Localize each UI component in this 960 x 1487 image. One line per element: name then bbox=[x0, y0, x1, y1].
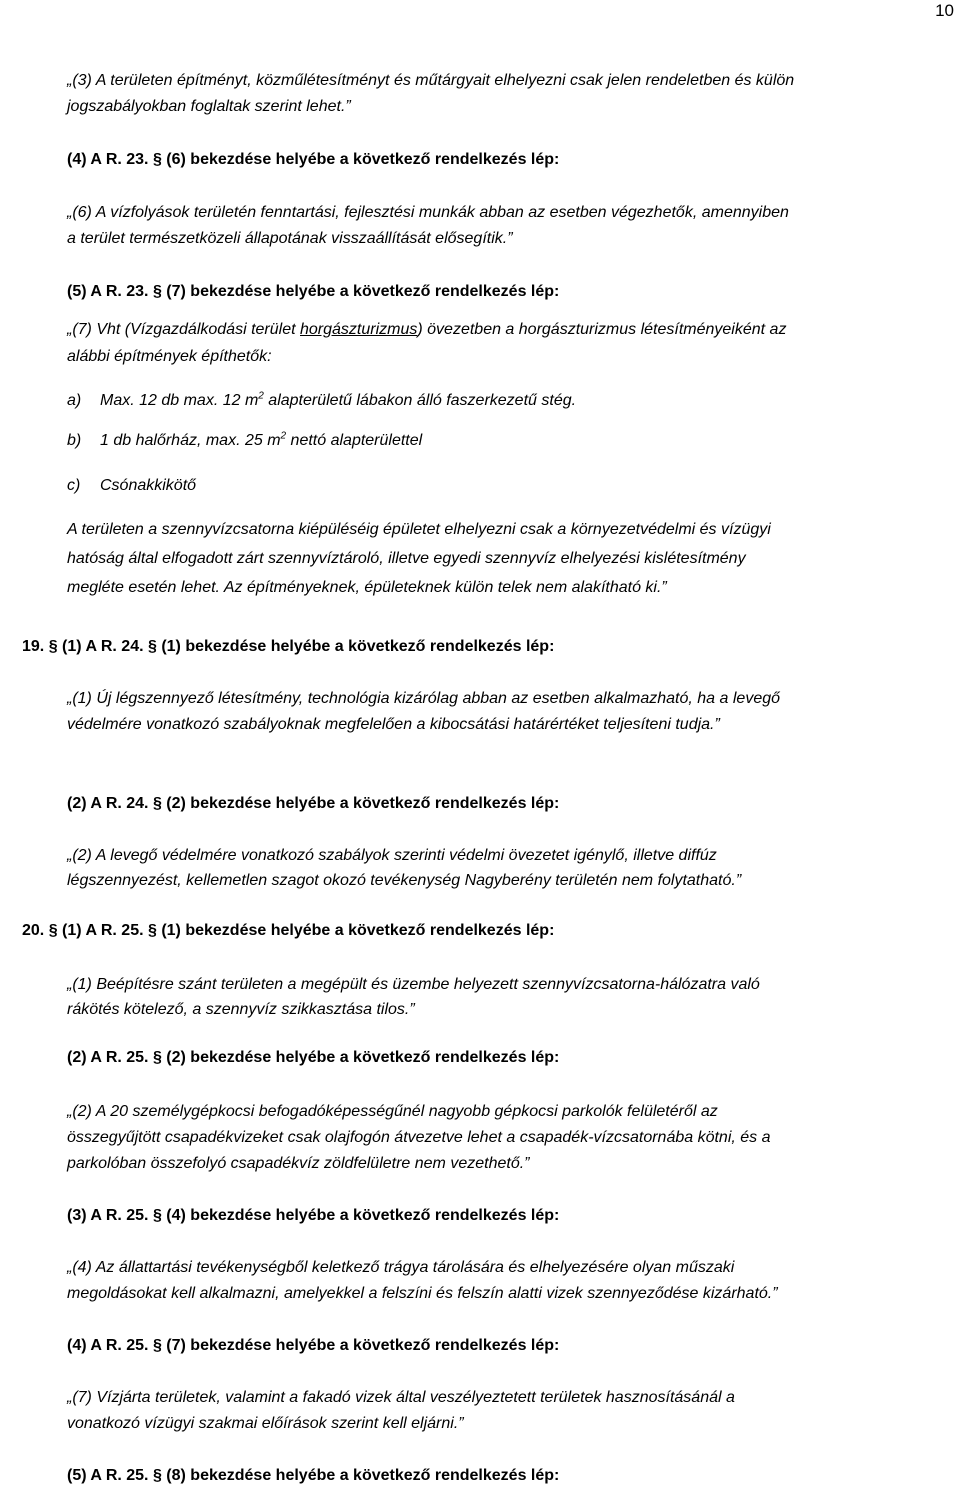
amendment-heading-25-7: (4) A R. 25. § (7) bekezdése helyébe a következő rendelkezés lép: bbox=[67, 1337, 560, 1354]
paragraph-25-2-line-2: összegyűjtött csapadékvizeket csak olajfogón átvezetve lehet a csapadék-vízcsatornába kötni, és a bbox=[67, 1129, 771, 1146]
paragraph-25-4-line-1: „(4) Az állattartási tevékenységből keletkező trágya tárolására és elhelyezésére olyan műszaki bbox=[67, 1259, 735, 1276]
list-text-c: Csónakkikötő bbox=[100, 477, 197, 494]
paragraph-7-underlined-term: horgászturizmus bbox=[300, 321, 418, 338]
paragraph-7-cont-line-1: A területen a szennyvízcsatorna kiépüléséig épületet elhelyezni csak a környezetvédelmi és vízügyi bbox=[67, 521, 771, 538]
list-label-b: b) bbox=[67, 432, 82, 449]
superscript-2: 2 bbox=[280, 430, 287, 442]
paragraph-7-cont-line-2: hatóság által elfogadott zárt szennyvíztároló, illetve egyedi szennyvíz elhelyezési kislétesítmény bbox=[67, 550, 746, 567]
paragraph-7-text-start: „(7) Vht (Vízgazdálkodási terület bbox=[67, 321, 300, 338]
paragraph-24-2-line-1: „(2) A levegő védelmére vonatkozó szabályok szerinti védelmi övezetet igénylő, illetve diffúz bbox=[67, 847, 717, 864]
paragraph-24-2-line-2: légszennyezést, kellemetlen szagot okozó tevékenység Nagyberény területén nem folytatható.” bbox=[67, 872, 742, 889]
amendment-heading-4: (4) A R. 23. § (6) bekezdése helyébe a következő rendelkezés lép: bbox=[67, 151, 560, 168]
superscript-2: 2 bbox=[258, 390, 264, 402]
paragraph-24-1-line-1: „(1) Új légszennyező létesítmény, technológia kizárólag abban az esetben alkalmazható, ha a levegő bbox=[67, 690, 781, 707]
list-item-a bbox=[67, 390, 81, 412]
amendment-heading-25-8: (5) A R. 25. § (8) bekezdése helyébe a következő rendelkezés lép: bbox=[67, 1467, 560, 1484]
list-text-a-part-2: alapterületű lábakon álló faszerkezetű stég. bbox=[263, 392, 577, 409]
list-item-b bbox=[67, 430, 81, 452]
paragraph-25-7-line-1: „(7) Vízjárta területek, valamint a fakadó vizek által veszélyeztetett területek hasznosításánál a bbox=[67, 1389, 735, 1406]
paragraph-6-line-1: „(6) A vízfolyások területén fenntartási, fejlesztési munkák abban az esetben végezhetők, amennyiben bbox=[67, 204, 789, 221]
paragraph-7-text-end: ) övezetben a horgászturizmus létesítményeiként az bbox=[417, 321, 787, 338]
paragraph-7-line-1 bbox=[67, 319, 786, 341]
paragraph-7-cont-line-3: megléte esetén lehet. Az építményeknek, épületeknek külön telek nem alakítható ki.” bbox=[67, 579, 667, 596]
amendment-heading-25-2: (2) A R. 25. § (2) bekezdése helyébe a következő rendelkezés lép: bbox=[67, 1049, 560, 1066]
page-number: 10 bbox=[935, 1, 954, 20]
list-text-b bbox=[100, 430, 422, 452]
paragraph-7-line-2: alábbi építmények építhetők: bbox=[67, 348, 272, 365]
amendment-heading-25-4: (3) A R. 25. § (4) bekezdése helyébe a következő rendelkezés lép: bbox=[67, 1207, 560, 1224]
paragraph-25-2-line-1: „(2) A 20 személygépkocsi befogadóképességűnél nagyobb gépkocsi parkolók felületéről az bbox=[67, 1103, 718, 1120]
paragraph-3-line-2: jogszabályokban foglaltak szerint lehet.” bbox=[67, 98, 351, 115]
paragraph-25-4-line-2: megoldásokat kell alkalmazni, amelyekkel a felszíni és felszín alatti vizek szennyeződése kizárható.” bbox=[67, 1285, 778, 1302]
paragraph-24-1-line-2: védelmére vonatkozó szabályoknak megfelelően a kibocsátási határértéket teljesíteni tudja.” bbox=[67, 716, 720, 733]
list-text-b-part-2: nettó alapterülettel bbox=[286, 432, 423, 449]
paragraph-3-line-1: „(3) A területen építményt, közműlétesítményt és műtárgyait elhelyezni csak jelen rendeletben és külön bbox=[67, 72, 795, 89]
list-label-a: a) bbox=[67, 392, 82, 409]
paragraph-25-1-line-1: „(1) Beépítésre szánt területen a megépült és üzembe helyezett szennyvízcsatorna-hálózatra való bbox=[67, 976, 760, 993]
paragraph-25-2-line-3: parkolóban összefolyó csapadékvíz zöldfelületre nem vezethető.” bbox=[67, 1155, 530, 1172]
list-text-b-part-1: 1 db halőrház, max. 25 m bbox=[100, 432, 281, 449]
list-text-a-part-1: Max. 12 db max. 12 m bbox=[100, 392, 259, 409]
section-19-heading: 19. § (1) A R. 24. § (1) bekezdése helyébe a következő rendelkezés lép: bbox=[22, 638, 555, 655]
list-label-c: c) bbox=[67, 477, 81, 494]
amendment-heading-24-2: (2) A R. 24. § (2) bekezdése helyébe a következő rendelkezés lép: bbox=[67, 795, 560, 812]
paragraph-25-1-line-2: rákötés kötelező, a szennyvíz szikkasztása tilos.” bbox=[67, 1001, 415, 1018]
list-text-a bbox=[100, 390, 576, 412]
amendment-heading-5: (5) A R. 23. § (7) bekezdése helyébe a következő rendelkezés lép: bbox=[67, 283, 560, 300]
paragraph-25-7-line-2: vonatkozó vízügyi szakmai előírások szerint kell eljárni.” bbox=[67, 1415, 464, 1432]
paragraph-6-line-2: a terület természetközeli állapotának visszaállítását elősegítik.” bbox=[67, 230, 513, 247]
section-20-heading: 20. § (1) A R. 25. § (1) bekezdése helyébe a következő rendelkezés lép: bbox=[22, 922, 555, 939]
